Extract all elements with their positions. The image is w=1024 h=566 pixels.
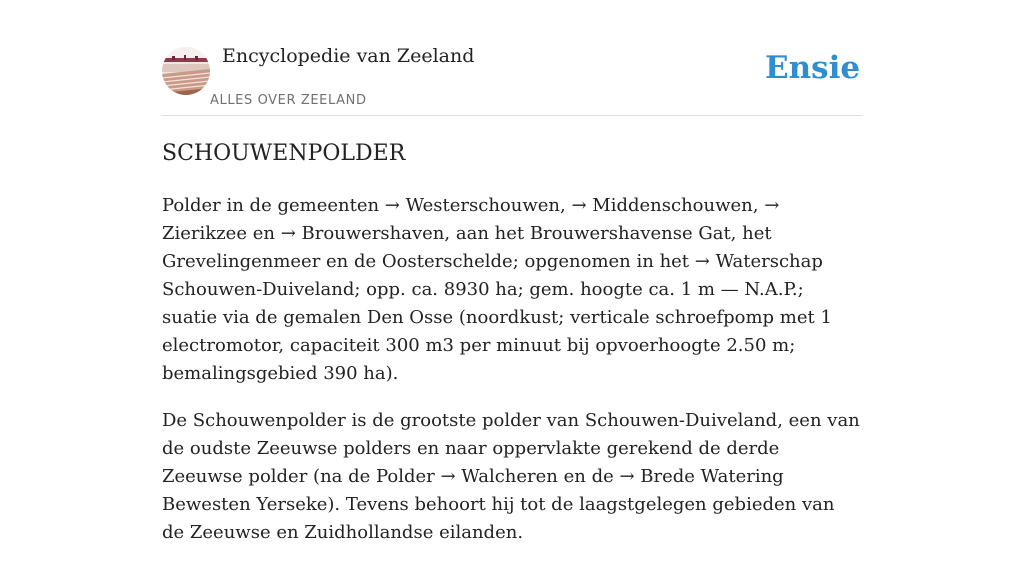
- page-title: SCHOUWENPOLDER: [162, 141, 406, 166]
- cross-reference-link[interactable]: → Zierikzee: [162, 195, 780, 244]
- cross-reference-link[interactable]: → Middenschouwen: [571, 195, 753, 216]
- cross-reference-link[interactable]: → Waterschap Schouwen-Duiveland: [162, 251, 823, 300]
- article-text: De Schouwenpolder is de grootste polder van Schouwen-Duiveland, een van de oudste Zeeuwse polders en naar oppervlakte gerekend de derde Zeeuwse polder (na de Polder: [162, 410, 860, 487]
- article-text: en: [246, 223, 281, 244]
- cross-reference-link[interactable]: → Walcheren: [440, 466, 558, 487]
- article-paragraph: [162, 407, 862, 547]
- site-title[interactable]: Encyclopedie van Zeeland: [222, 45, 475, 67]
- article-text: ,: [560, 195, 572, 216]
- header-divider: [162, 115, 862, 116]
- article-text: Polder in de gemeenten: [162, 195, 385, 216]
- article-body: [162, 192, 862, 566]
- cross-reference-link[interactable]: → Brouwershaven: [280, 223, 445, 244]
- site-subtitle: ALLES OVER ZEELAND: [210, 93, 367, 108]
- book-pages-icon[interactable]: [162, 47, 210, 95]
- article-text: ; opp. ca. 8930 ha; gem. hoogte ca. 1 m — N.A.P.; suatie via de gemalen Den Osse (noordkust; verticale schroefpomp met 1 electromotor, capaciteit 300 m3 per minuut bij opvoerhoogte 2.50 m; bemalingsgebied 390 ha).: [162, 279, 832, 384]
- article-text: , aan het Brouwershavense Gat, het Grevelingenmeer en de Oosterschelde; opgenomen in het: [162, 223, 772, 272]
- article-text: ,: [752, 195, 765, 216]
- brand-logo[interactable]: Ensie: [765, 50, 861, 86]
- article-text: ). Tevens behoort hij tot de laagstgelegen gebieden van de Zeeuwse en Zuidhollandse eilanden.: [162, 494, 835, 543]
- cross-reference-link[interactable]: → Brede Watering Bewesten Yerseke: [162, 466, 784, 515]
- cross-reference-link[interactable]: → Westerschouwen: [384, 195, 561, 216]
- article-text: en de: [557, 466, 620, 487]
- article-paragraph: [162, 192, 862, 388]
